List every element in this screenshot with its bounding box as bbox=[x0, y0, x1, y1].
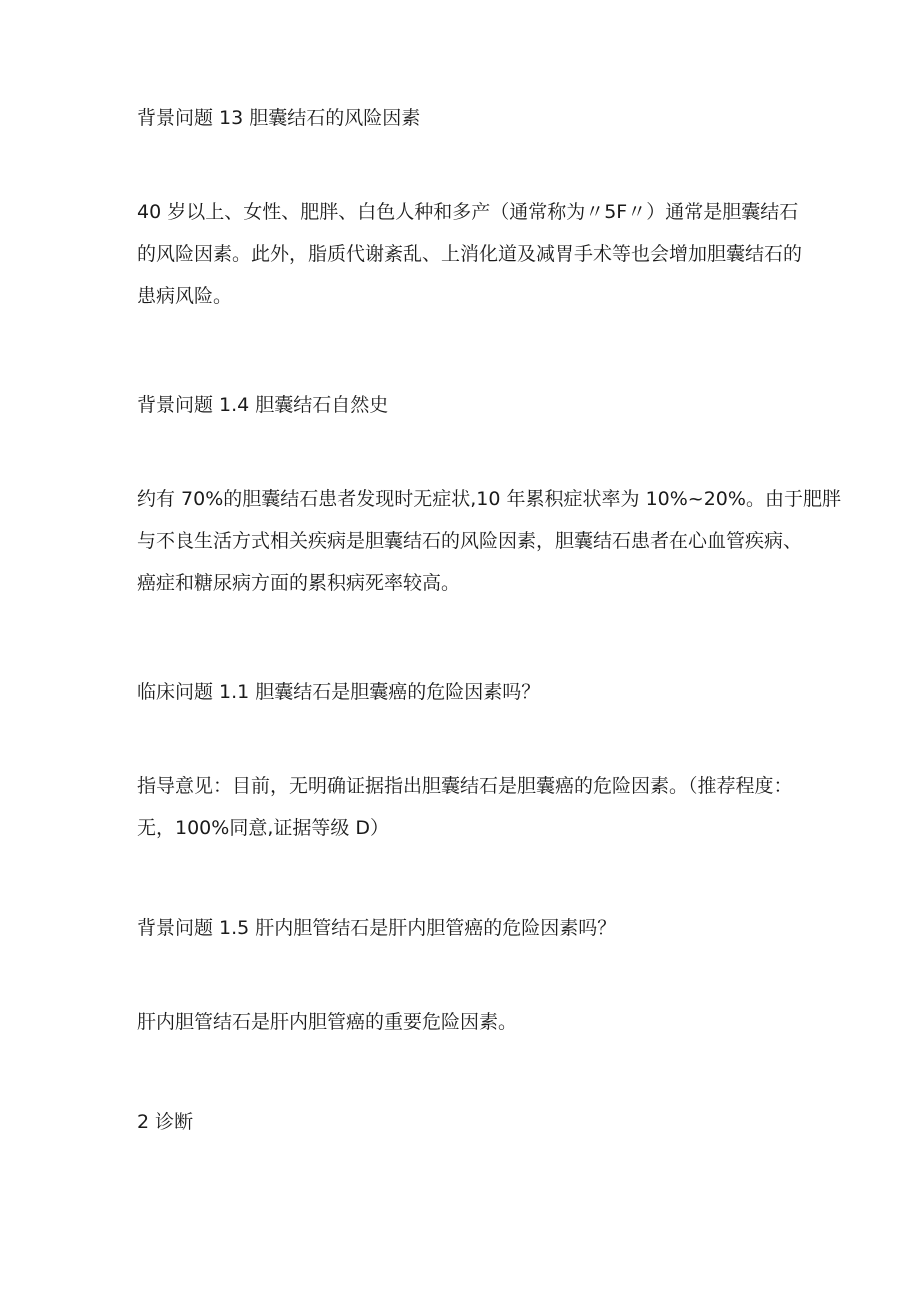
heading-text: 背景问题 1.4 胆囊结石自然史 bbox=[137, 394, 389, 416]
paragraph-line: 指导意见：目前，无明确证据指出胆囊结石是胆囊癌的危险因素。（推荐程度： bbox=[137, 775, 793, 797]
paragraph-line: 肝内胆管结石是肝内胆管癌的重要危险因素。 bbox=[137, 1011, 518, 1033]
paragraph-intrahepatic bbox=[137, 1001, 797, 1043]
heading-text: 2 诊断 bbox=[137, 1111, 194, 1133]
paragraph-line: 约有 70%的胆囊结石患者发现时无症状,10 年累积症状率为 10%~20%。由于肥胖 bbox=[137, 488, 841, 510]
heading-bg-1-4 bbox=[137, 384, 797, 426]
paragraph-line: 患病风险。 bbox=[137, 285, 233, 307]
heading-clinical-1-1 bbox=[137, 671, 797, 713]
heading-text: 背景问题 13 胆囊结石的风险因素 bbox=[137, 107, 421, 129]
heading-bg-1-5 bbox=[137, 907, 797, 949]
heading-section-2 bbox=[137, 1101, 797, 1143]
paragraph-line: 与不良生活方式相关疾病是胆囊结石的风险因素，胆囊结石患者在心血管疾病、 bbox=[137, 530, 803, 552]
heading-text: 临床问题 1.1 胆囊结石是胆囊癌的危险因素吗？ bbox=[137, 681, 541, 703]
paragraph-line: 无，100%同意,证据等级 D） bbox=[137, 817, 390, 839]
paragraph-risk-factors bbox=[137, 191, 803, 317]
paragraph-line: 癌症和糖尿病方面的累积病死率较高。 bbox=[137, 572, 461, 594]
heading-bg-1-3 bbox=[137, 97, 797, 139]
paragraph-natural-history bbox=[137, 478, 841, 604]
paragraph-guidance bbox=[137, 765, 797, 849]
paragraph-line: 的风险因素。此外，脂质代谢紊乱、上消化道及减胃手术等也会增加胆囊结石的 bbox=[137, 243, 803, 265]
heading-text: 背景问题 1.5 肝内胆管结石是肝内胆管癌的危险因素吗？ bbox=[137, 917, 617, 939]
paragraph-line: 40 岁以上、女性、肥胖、白色人种和多产（通常称为〃5F〃）通常是胆囊结石 bbox=[137, 201, 799, 223]
